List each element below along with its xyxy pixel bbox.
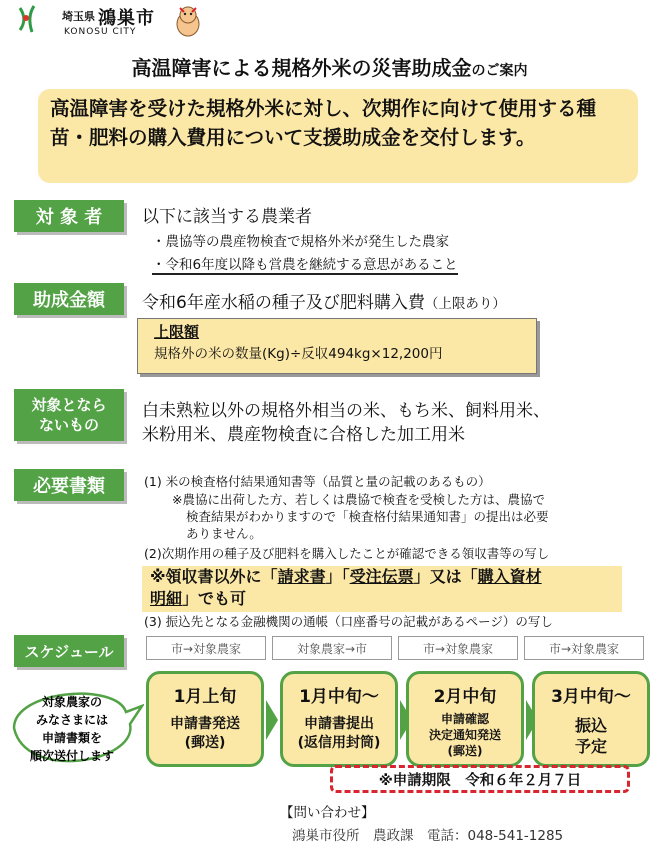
prefecture-label: 埼玉県 (62, 10, 95, 23)
target-lead: 以下に該当する農業者 (142, 207, 312, 227)
flow-label-1: 市→対象農家 (146, 636, 266, 660)
target-item-2: ・令和6年度以降も営農を継続する意思があること (152, 253, 458, 275)
notice-line-4: 順次送付します (29, 749, 115, 763)
target-badge: 対 象 者 (14, 200, 124, 232)
step-date: 3月中旬～ (551, 687, 631, 707)
schedule-step-1 (146, 671, 264, 767)
limit-label: 上限額 (154, 323, 200, 341)
arrow-icon (266, 700, 278, 740)
step-text: 申請書提出 (返信用封筒) (297, 716, 381, 751)
target-item-1: ・農協等の農産物検査で規格外米が発生した農家 (152, 234, 449, 250)
step-text: 申請確認 決定通知発送 (郵送) (428, 712, 501, 758)
step-date: 1月上旬 (173, 687, 237, 707)
city-name: 鴻巣市 (98, 8, 155, 29)
mascot-icon (170, 2, 206, 38)
doc-item-1: (1) 米の検査格付結果通知書等（品質と量の記載のあるもの） (144, 474, 491, 489)
step-date: 1月中旬～ (299, 687, 379, 707)
notice-line-2: みなさまには (35, 713, 109, 727)
step-text: 振込 予定 (574, 716, 607, 756)
application-deadline: ※申請期限 令和６年２月７日 (330, 765, 630, 793)
doc-note-2: 検査結果がわかりますので「検査格付結果通知書」の提出は必要 (186, 509, 549, 524)
schedule-badge: スケジュール (14, 635, 124, 667)
flow-label-4: 市→対象農家 (524, 636, 644, 660)
flow-label-2: 対象農家→市 (272, 636, 392, 660)
flow-label-3: 市→対象農家 (398, 636, 518, 660)
notice-line-3: 申請書類を (41, 731, 103, 745)
contact-heading: 【問い合わせ】 (280, 805, 375, 821)
notice-bubble (6, 672, 144, 784)
step-date: 2月中旬 (433, 687, 497, 707)
intro-box: 高温障害を受けた規格外米に対し、次期作に向けて使用する種苗・肥料の購入費用について支援助成金を交付します。 (38, 89, 638, 183)
contact-info: 鴻巣市役所 農政課 電話：048-541-1285 (292, 828, 564, 844)
excluded-badge: 対象となら ないもの (14, 389, 124, 441)
limit-box (137, 318, 537, 374)
page-title: 高温障害による規格外米の災害助成金のご案内 (131, 56, 528, 80)
doc-item-2: (2)次期作用の種子及び肥料を購入したことが確認できる領収書等の写し (144, 546, 550, 561)
documents-badge: 必要書類 (14, 469, 124, 501)
doc-note-3: ありません。 (186, 526, 262, 541)
excluded-line-2: 米粉用米、農産物検査に合格した加工用米 (142, 425, 465, 445)
receipt-highlight: ※領収書以外に「請求書」「受注伝票」又は「購入資材 明細」でも可 (142, 566, 622, 612)
amount-lead: 令和6年産水稲の種子及び肥料購入費（上限あり） (142, 293, 506, 313)
schedule-step-3 (406, 671, 524, 767)
schedule-step-2 (280, 671, 398, 767)
excluded-line-1: 白未熟粒以外の規格外相当の米、もち米、飼料用米、 (142, 401, 550, 421)
amount-badge: 助成金額 (14, 283, 124, 315)
city-name-en: KONOSU CITY (64, 27, 137, 37)
city-logo-icon (14, 4, 44, 34)
schedule-step-4 (532, 671, 650, 767)
notice-line-1: 対象農家の (41, 695, 103, 709)
limit-formula: 規格外の米の数量(Kg)÷反収494kg×12,200円 (154, 346, 443, 362)
doc-note-1: ※農協に出荷した方、若しくは農協で検査を受検した方は、農協で (172, 492, 545, 507)
doc-item-3: (3) 振込先となる金融機関の通帳（口座番号の記載があるページ）の写し (144, 614, 553, 629)
step-text: 申請書発送 (郵送) (170, 716, 240, 751)
